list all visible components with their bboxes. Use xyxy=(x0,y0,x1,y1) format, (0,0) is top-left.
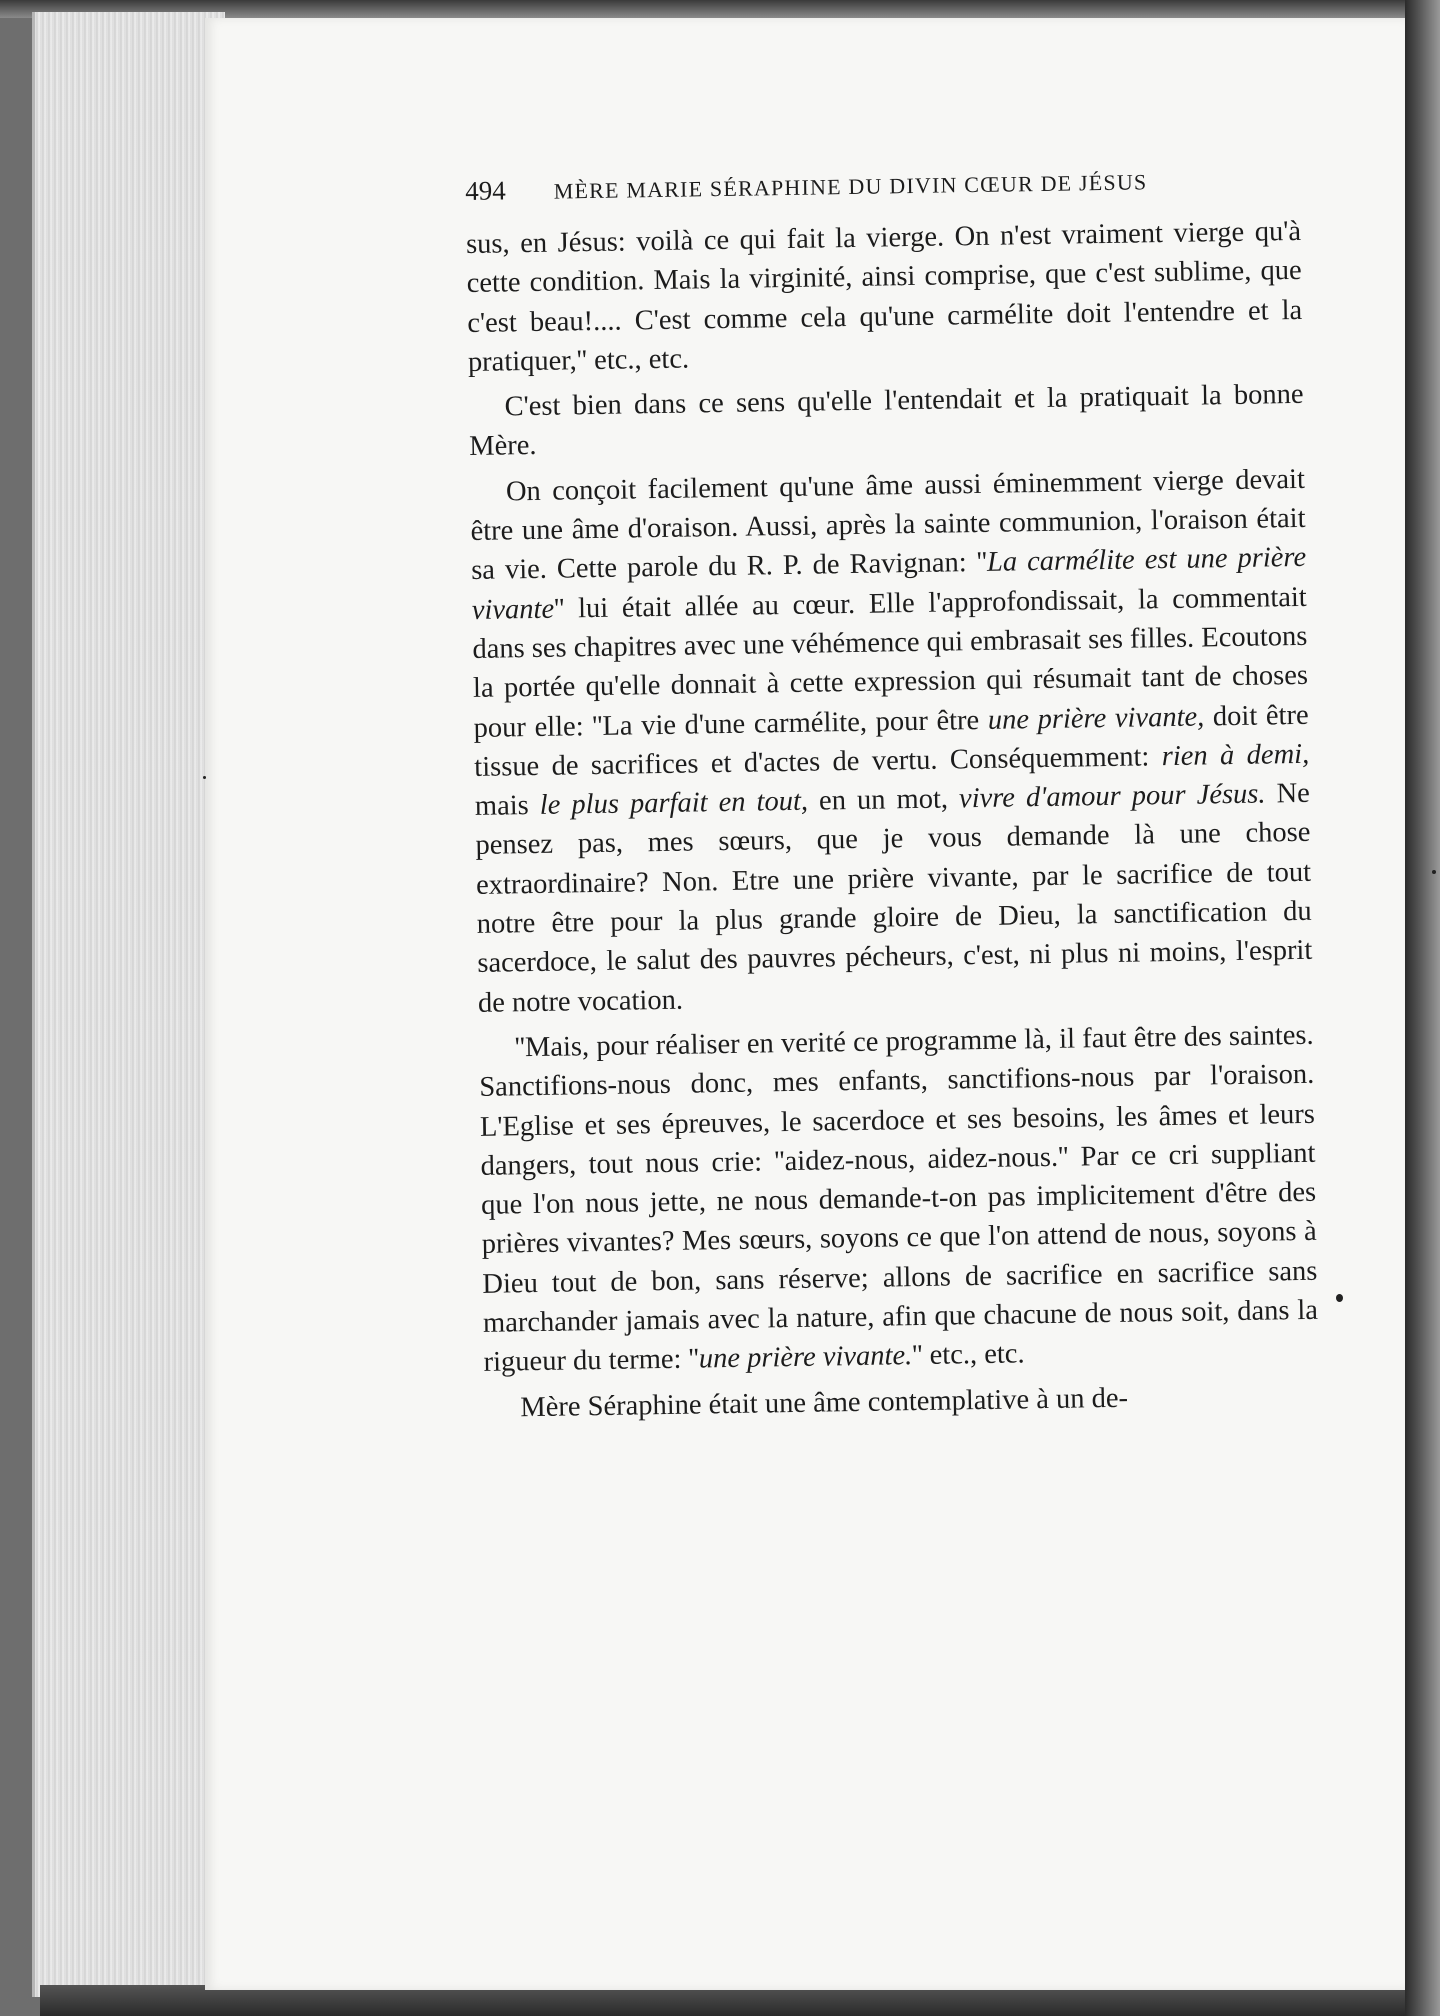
paragraph-5 xyxy=(484,1375,1320,1427)
italic-text: vivre d'amour pour Jésus. xyxy=(958,778,1266,815)
paragraph-3 xyxy=(470,460,1314,1023)
text-run: Mère Séraphine était une âme contemplative à un de- xyxy=(520,1382,1129,1423)
text-run: ''Mais, pour réaliser en verité ce programme là, il faut être des saintes. Sanctifions-nous donc, mes enfants, sanctifions-nous par l'oraison. L'Eglise et ses épreuves, le sacerdoce et ses besoins, les âmes et leurs dangers, tout nous crie: ''aidez-nous, aidez-nous.'' Par ce cri suppliant que l'on nous jette, ne nous demande-t-on pas implicitement d'être des prières vivantes? Mes sœurs, soyons ce que l'on attend de nous, soyons à Dieu tout de bon, sans réserve; allons de sacrifice en sacrifice sans marchander jamais avec la nature, afin que chacune de nous soit, dans la rigueur du terme: '' xyxy=(479,1019,1319,1379)
text-run: '' lui était allée au cœur. Elle l'approfondissait, la commentait dans ses chapitres avec une véhémence qui embrasait ses filles. Ecoutons la portée qu'elle donnait à cette expression qui résumait tant de choses pour elle: ''La vie d'une carmélite, pour être xyxy=(472,581,1309,744)
paragraph-1 xyxy=(466,212,1303,382)
book-gutter xyxy=(1405,0,1440,2016)
ink-speck xyxy=(1432,870,1436,874)
paragraph-2 xyxy=(468,375,1304,467)
text-run: '' etc., etc. xyxy=(912,1338,1025,1372)
text-run: On conçoit facilement qu'une âme aussi éminemment vierge devait être une âme d'oraison. Aussi, après la sainte communion, l'oraison était sa vie. Cette parole du R. P. de Ravignan: '' xyxy=(470,463,1306,587)
text-run: sus, en Jésus: voilà ce qui fait la vierge. On n'est vraiment vierge qu'à cette condition. Mais la virginité, ainsi comprise, que c'est sublime, que c'est beau!.... C'est comme cela qu'une carmélite doit l'entendre et la pratiquer,'' etc., etc. xyxy=(465,215,1303,378)
text-run: doit être tissue de sacrifices et d'actes de vertu. Conséquemment: xyxy=(474,699,1309,783)
page-number: 494 xyxy=(465,175,506,206)
italic-text: rien à demi, xyxy=(1161,738,1310,772)
italic-text: La carmélite est une prière vivante xyxy=(471,542,1307,626)
paragraph-4 xyxy=(478,1016,1318,1383)
ink-speck xyxy=(203,776,206,779)
italic-text: une prière vivante, xyxy=(987,701,1205,736)
text-run: mais xyxy=(474,790,541,823)
text-block xyxy=(465,163,1320,1434)
running-title: MÈRE MARIE SÉRAPHINE DU DIVIN CŒUR DE JÉSUS xyxy=(553,169,1148,204)
italic-text: le plus parfait en tout, xyxy=(539,785,809,822)
page-stack-edge xyxy=(32,12,225,1997)
text-run: en un mot, xyxy=(807,783,960,817)
ink-speck xyxy=(1336,1294,1343,1302)
text-run: C'est bien dans ce sens qu'elle l'entendait et la pratiquait la bonne Mère. xyxy=(469,379,1304,463)
italic-text: une prière vivante. xyxy=(698,1340,913,1375)
text-run: Ne pensez pas, mes sœurs, que je vous demande là une chose extraordinaire? Non. Etre une prière vivante, par le sacrifice de tout notre être pour la plus grande gloire de Dieu, la sanctification du sacerdoce, le salut des pauvres pécheurs, c'est, ni plus ni moins, l'esprit de notre vocation. xyxy=(475,777,1313,1019)
